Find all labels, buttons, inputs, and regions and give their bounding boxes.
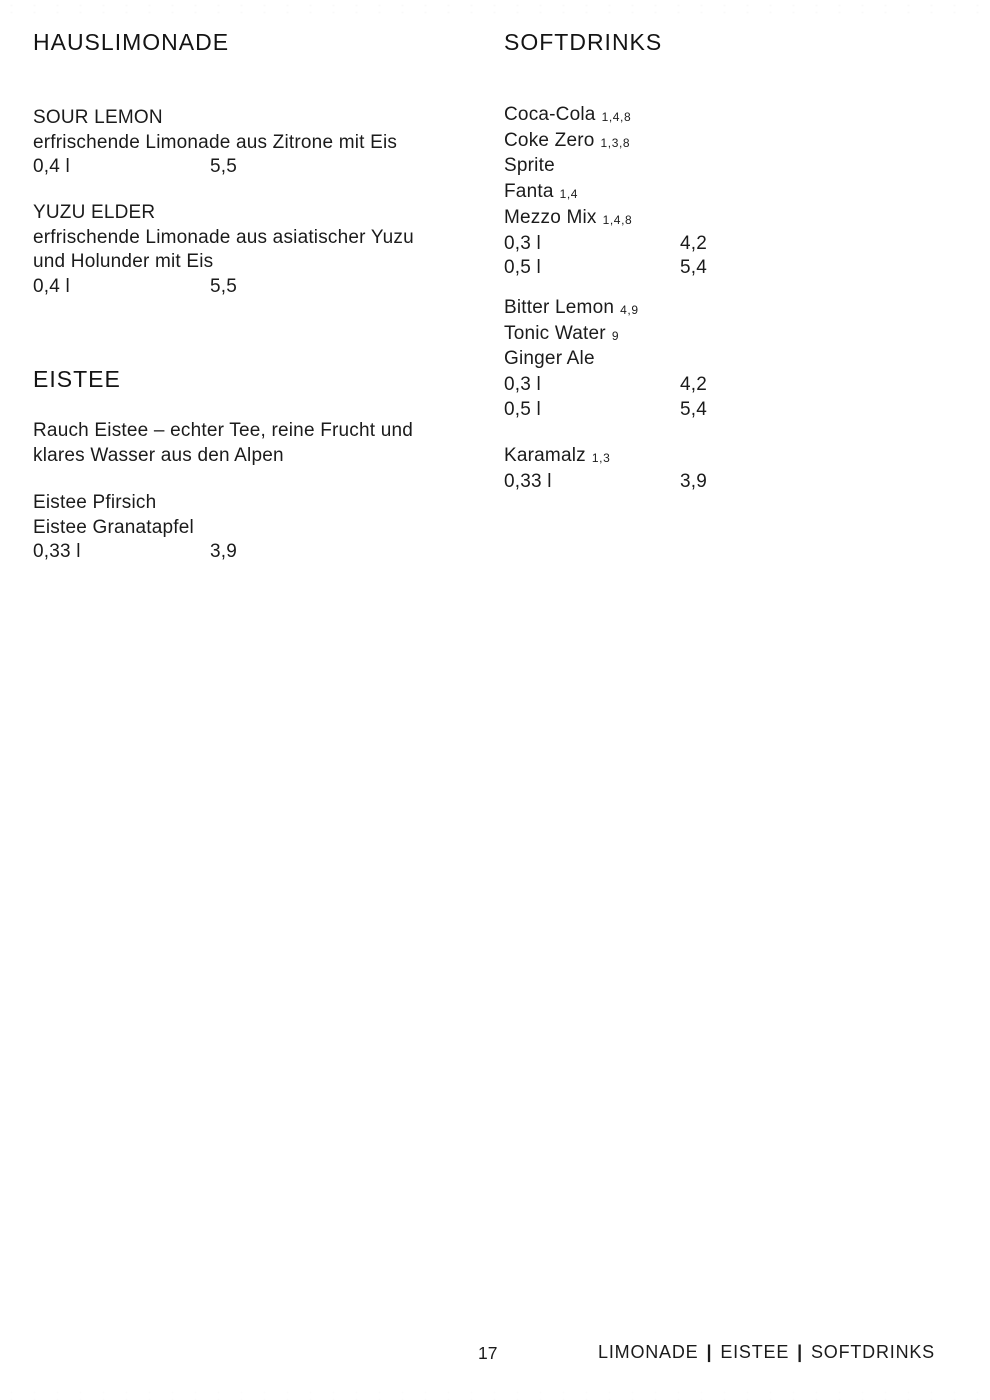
intro-line2: klares Wasser aus den Alpen [33,444,284,466]
section-heading-eistee: EISTEE [33,366,121,392]
item-description-line1: erfrischende Limonade aus asiatischer Yuzu [33,226,414,248]
drink-name: Fanta [504,181,554,203]
drink-line [504,129,632,155]
drink-group-karamalz [504,444,708,494]
drink-group-bitter [504,296,708,423]
price-value: 5,4 [680,398,708,420]
footer-section-limonade: LIMONADE [598,1342,699,1362]
price-value: 5,5 [210,156,238,178]
drink-name: Ginger Ale [504,348,595,370]
drink-footnotes: 1,4 [559,187,579,202]
size-price-row [504,398,708,423]
footer-breadcrumb [598,1342,935,1363]
footer-section-softdrinks: SOFTDRINKS [810,1342,935,1362]
size-price-row [33,275,414,300]
drink-name: Tonic Water [504,322,606,344]
intro-line1: Rauch Eistee – echter Tee, reine Frucht und [33,420,414,441]
drink-name: Mezzo Mix [504,206,597,228]
price-value: 5,5 [210,276,238,298]
drink-line [504,296,639,322]
drink-line [504,347,639,373]
price-value: 3,9 [680,470,708,492]
footer-separator: | [797,1342,803,1362]
drink-line [504,180,632,206]
menu-item-sour-lemon [33,106,397,180]
item-name: SOUR LEMON [33,107,163,128]
drink-footnotes: 1,4,8 [601,110,632,124]
drink-name: Coca-Cola [504,104,596,125]
size-price-row [33,540,238,565]
volume-label: 0,3 l [504,232,541,254]
menu-item-yuzu-elder [33,201,414,300]
price-value: 4,2 [680,232,708,254]
volume-label: 0,5 l [504,257,541,279]
flavor-name: Eistee Granatapfel [33,516,194,538]
drink-footnotes: 4,9 [620,303,639,317]
item-description-line2: und Holunder mit Eis [33,251,214,273]
volume-label: 0,33 l [504,470,552,492]
scan-noise-bottom [0,1387,990,1400]
footer-separator: | [706,1342,713,1362]
size-price-row [504,373,708,398]
size-price-row [33,155,397,180]
price-value: 5,4 [680,257,708,279]
item-description: erfrischende Limonade aus Zitrone mit Eis [33,131,398,153]
flavor-name: Eistee Pfirsich [33,492,157,513]
drink-line [504,444,610,470]
drink-name: Coke Zero [504,129,595,151]
drink-group-cola [504,103,708,281]
drink-name: Sprite [504,155,555,177]
item-name: YUZU ELDER [33,202,156,223]
size-price-row [504,256,708,281]
size-price-row [504,470,708,495]
drink-line [504,154,632,180]
footer-section-eistee: EISTEE [720,1342,790,1362]
volume-label: 0,5 l [504,398,541,420]
drink-footnotes: 1,3,8 [600,135,631,150]
page-number: 17 [478,1343,498,1363]
drink-footnotes: 9 [611,328,620,343]
drink-line [504,103,632,129]
volume-label: 0,4 l [33,276,70,298]
drink-footnotes: 1,3 [591,451,611,465]
volume-label: 0,4 l [33,156,70,178]
drink-line [504,206,632,232]
drink-name: Bitter Lemon [504,297,615,318]
menu-item-eistee-flavors [33,491,238,565]
drink-line [504,322,639,348]
drink-footnotes: 1,4,8 [602,212,633,227]
volume-label: 0,33 l [33,541,81,563]
volume-label: 0,3 l [504,374,541,396]
price-value: 3,9 [210,541,238,563]
section-heading-hauslimonade: HAUSLIMONADE [33,29,230,55]
eistee-intro [33,419,413,468]
scan-noise-top [0,0,990,13]
drink-name: Karamalz [504,445,586,466]
size-price-row [504,232,708,257]
price-value: 4,2 [680,374,708,396]
section-heading-softdrinks: SOFTDRINKS [504,29,663,55]
